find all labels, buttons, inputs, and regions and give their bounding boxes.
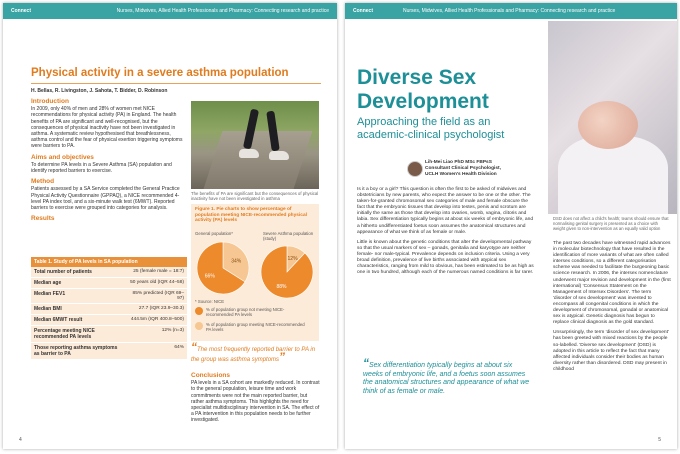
intro-text: In 2009, only 40% of men and 28% of women met NICE recommendations for physical activity (PA) in England. The health benefits of PA are significant and well-recognised, but the consequences of physical inactivity have not been investigated in asthma. A systematic review hypothesised that breathlessness, asthma control and the fear of physical exertion triggering symptoms were barriers to PA. bbox=[31, 106, 183, 150]
table-row bbox=[31, 343, 187, 360]
pie-slice-label: 88% bbox=[276, 284, 287, 291]
body-paragraph: Little is known about the genetic conditions that alter the developmental pathway so that the usual markers of sex – gonads, genitalia and karyotype are neither female- nor male-typical. Prevalence depends on inclusion criteria. Using a very broad definition, prevalence of live births associated with atypical sex characteristics, ranging from mild to obvious, has been estimated to be as high as one in two hundred, although each of the numerous named conditions is far rarer. bbox=[357, 239, 534, 276]
pull-quote: “The most frequently reported barrier to PA in the group was asthma symptoms” bbox=[191, 340, 316, 365]
table-cell-label: Median age bbox=[34, 280, 62, 286]
table-cell-label: Median BMI bbox=[34, 306, 62, 312]
newborn-photo bbox=[548, 21, 677, 214]
table-cell-value: 64% bbox=[174, 345, 184, 350]
runner-photo bbox=[191, 101, 319, 189]
author-portrait bbox=[407, 161, 423, 177]
article-subtitle: Approaching the field as an academic-clinical psychologist bbox=[357, 116, 505, 141]
left-page bbox=[3, 3, 337, 449]
pie-slice-label: 12% bbox=[287, 255, 298, 262]
figure-source: * Source: NICE bbox=[195, 299, 225, 304]
header-tagline: Nurses, Midwives, Allied Health Professionals and Pharmacy: Connecting research and practice bbox=[403, 8, 616, 14]
pull-quote-text: The most frequently reported barrier to PA in the group was asthma symptoms bbox=[191, 347, 316, 364]
right-page bbox=[345, 3, 677, 449]
table-cell-label: Median FEV1 bbox=[34, 291, 66, 297]
article-title bbox=[357, 66, 489, 114]
table-cell-value: 25 (female male = 18:7) bbox=[133, 269, 184, 274]
pie-title-severe: Severe Asthma population (study) bbox=[263, 231, 314, 241]
page-number-left: 4 bbox=[19, 437, 22, 443]
legend-swatch-meeting bbox=[195, 322, 203, 330]
page-number-right: 5 bbox=[658, 437, 661, 443]
table-cell-label: Total number of patients bbox=[34, 269, 92, 275]
method-heading: Method bbox=[31, 178, 55, 186]
right-header-bar bbox=[345, 3, 677, 19]
body-paragraph: The past two decades have witnessed rapid advances in molecular biotechnology that have resulted in the identification of more variants of what are often called intersex conditions, so a different categorisation scheme was needed to facilitate the burgeoning basic science research. In 2006, the intersex nomenclature underwent major revision and development in the (first international) 'Consensus Statement on the Management of Intersex Disorders'. The term 'disorder of sex development' was invented to encompass all congenital conditions in which the development of chromosomal, gonadal or anatomical sex is atypical. Genetic diagnosis has begun to replace clinical diagnosis as the gold standard. bbox=[553, 241, 671, 326]
pie-chart-general bbox=[195, 240, 251, 296]
conclusions-text: PA levels in a SA cohort are markedly reduced. In contrast to the general population, leisure time and work commitments were not the main reported barrier, but rather asthma symptoms. This highlights the need for specialist multidisciplinary intervention in SA. The effect of a PA intervention in this population needs to be further investigated. bbox=[191, 380, 320, 424]
figure-pie-charts bbox=[191, 204, 319, 341]
header-brand: Connect bbox=[11, 8, 31, 14]
aims-text: To determine PA levels in a Severe Asthma (SA) population and identify reported barriers to exercise. bbox=[31, 161, 172, 175]
table-cell-label: Percentage meeting NICE recommended PA levels bbox=[34, 328, 95, 340]
table-row bbox=[31, 267, 187, 278]
results-table bbox=[31, 257, 187, 360]
left-header-bar bbox=[3, 3, 337, 19]
header-tagline: Nurses, Midwives, Allied Health Professionals and Pharmacy: Connecting research and practice bbox=[116, 8, 329, 14]
table-row bbox=[31, 278, 187, 289]
legend-meeting bbox=[195, 322, 313, 332]
table-row bbox=[31, 315, 187, 326]
table-cell-label: Those reporting asthma symptoms as barrier to PA bbox=[34, 345, 118, 357]
results-heading: Results bbox=[31, 215, 55, 223]
table-cell-label: Median 6MWT result bbox=[34, 317, 83, 323]
article-title: Physical activity in a severe asthma population bbox=[31, 67, 289, 79]
table-cell-value: 12% (n=3) bbox=[161, 328, 184, 333]
author-role: Consultant Clinical Psychologist, bbox=[425, 166, 501, 171]
legend-not-meeting bbox=[195, 307, 313, 317]
pie-title-general: General population* bbox=[195, 231, 233, 236]
aims-heading: Aims and objectives bbox=[31, 153, 94, 161]
pie-slice bbox=[261, 246, 313, 298]
conclusions-heading: Conclusions bbox=[191, 372, 231, 379]
pull-quote-text: Sex differentiation typically begins at about six weeks of embryonic life, and a foetus soon assumes the anatomical structures and appearance of what we think of as female or male. bbox=[363, 362, 530, 395]
table-cell-value: 27.7 (IQR 23.9–30.3) bbox=[138, 306, 184, 311]
table-row bbox=[31, 326, 187, 343]
table-cell-value: 444.5m (IQR 400.8–500) bbox=[130, 317, 184, 322]
legend-label-meeting: % of population group meeting NICE-recommended PA levels bbox=[206, 322, 305, 332]
title-line-2: Development bbox=[357, 90, 489, 113]
legend-swatch-not-meeting bbox=[195, 307, 203, 315]
pull-quote: “Sex differentiation typically begins at about six weeks of embryonic life, and a foetus soon assumes the anatomical structures and appearance of what we think of as female or male. bbox=[363, 356, 530, 395]
table-row bbox=[31, 304, 187, 315]
body-column-2 bbox=[553, 241, 671, 373]
author-block bbox=[425, 160, 501, 178]
body-paragraph: Unsurprisingly, the term 'disorder of sex development' has been greeted with mixed reactions by the people so-labelled. 'Diverse sex development' (DSD) is adopted in this article to reflect the fact that many affected individuals consider their bodies as human diversity rather than disordered. DSD may present in childhood bbox=[553, 330, 669, 372]
author-name: Lih-Mei Liao PhD MSc FBPsS bbox=[425, 160, 492, 165]
table-row bbox=[31, 289, 187, 304]
table-cell-value: 50 years old (IQR 44–58) bbox=[130, 280, 184, 285]
intro-heading: Introduction bbox=[31, 98, 69, 105]
body-column-1 bbox=[357, 187, 537, 276]
conclusions-section bbox=[191, 373, 321, 424]
pie-slice-label: 66% bbox=[204, 273, 215, 280]
table-title: Table 1. Study of PA levels in SA population bbox=[31, 257, 187, 267]
photo-caption: DSD does not affect a child's health; teams should ensure that normalising genital surgery is presented as a choice with weight given to non-intervention as an equally valid option bbox=[553, 216, 669, 231]
pie-chart-severe bbox=[259, 244, 315, 300]
title-divider bbox=[31, 83, 321, 84]
article-authors: H. Bellas, R. Livingston, J. Sahota, T. Bidder, D. Robinson bbox=[31, 88, 168, 94]
pie-slice-label: 34% bbox=[231, 258, 242, 265]
title-line-1: Diverse Sex bbox=[357, 66, 477, 89]
table-cell-value: 85% predicted (IQR 69–97) bbox=[132, 291, 184, 301]
header-brand: Connect bbox=[353, 8, 373, 14]
method-text: Patients assessed by a SA Service completed the General Practice Physical Activity Questionnaire (GPPAQ), a NICE recommended 4-level PA index tool, and a six-minute walk test (6MWT). Reported barriers to exercise were grouped into categories for analysis. bbox=[31, 186, 180, 212]
table-body bbox=[31, 267, 187, 360]
left-column-text bbox=[31, 99, 187, 223]
figure-title: Figure 1. Pie charts to show percentage of population meeting NICE-recommended physical activity (PA) levels bbox=[195, 207, 307, 224]
legend-label-not-meeting: % of population group not meeting NICE-recommended PA levels bbox=[206, 307, 285, 317]
body-paragraph: Is it a boy or a girl? This question is often the first to be asked of midwives and obstetricians by new parents, who expect the answer to be one or the other. The taken-for-granted chromosomal sex categories of male and female obscure the fact that the embryonic tissues that develop into testes, penis and scrotum are initially the same as those that develop into ovaries, womb, vagina, clitoris and labia. Sex differentiation typically begins at about six weeks of embryonic life, and a hitherto undifferentiated foetus soon assumes the anatomical structures and appearance of what we think of as female or male. bbox=[357, 187, 534, 235]
photo-caption: The benefits of PA are significant but the consequences of physical inactivity have not been investigated in asthma bbox=[191, 191, 319, 201]
author-org: UCLH Women's Health Division bbox=[425, 172, 497, 177]
